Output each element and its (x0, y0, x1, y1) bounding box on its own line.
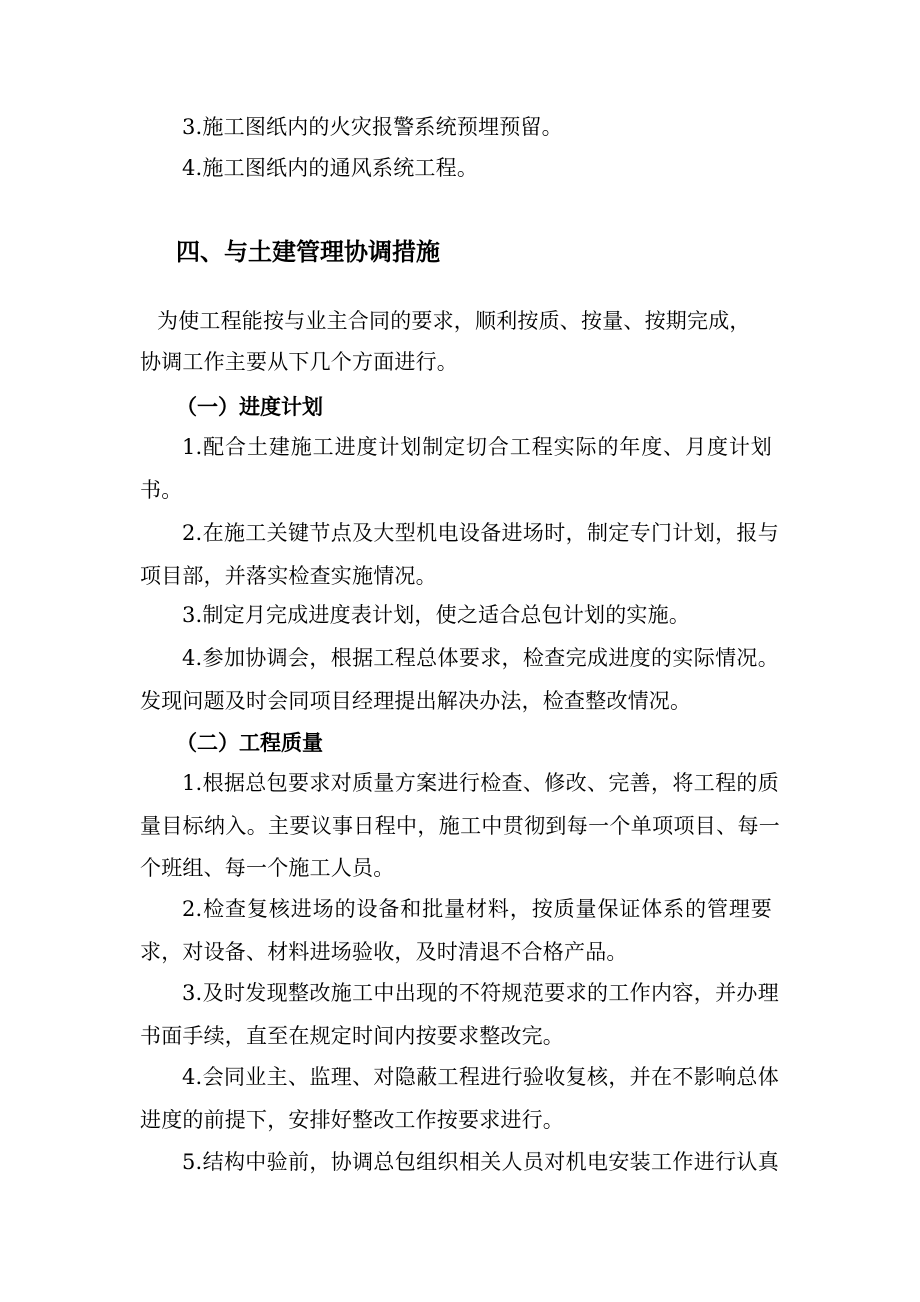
quality-item-1-line-3: 个班组、每一个施工人员。 (140, 856, 395, 880)
schedule-item-2-line-2: 项目部，并落实检查实施情况。 (140, 564, 437, 588)
list-item-fire-alarm: 3.施工图纸内的火灾报警系统预埋预留。 (182, 115, 563, 139)
quality-item-5-line-1: 5.结构中验前，协调总包组织相关人员对机电安装工作进行认真 (182, 1150, 779, 1174)
schedule-item-4-line-2: 发现问题及时会同项目经理提出解决办法，检查整改情况。 (140, 689, 692, 713)
intro-line-2: 协调工作主要从下几个方面进行。 (140, 350, 458, 374)
section-heading: 四、与土建管理协调措施 (176, 238, 440, 266)
list-item-ventilation: 4.施工图纸内的通风系统工程。 (182, 156, 479, 180)
schedule-item-2-line-1: 2.在施工关键节点及大型机电设备进场时，制定专门计划，报与 (182, 521, 779, 545)
schedule-item-1-line-2: 书。 (140, 478, 183, 502)
schedule-item-3: 3.制定月完成进度表计划，使之适合总包计划的实施。 (182, 603, 691, 627)
quality-item-2-line-2: 求，对设备、材料进场验收，及时清退不合格产品。 (140, 940, 628, 964)
subsection-title-quality: （二）工程质量 (176, 731, 323, 755)
schedule-item-4-line-1: 4.参加协调会，根据工程总体要求，检查完成进度的实际情况。 (182, 646, 779, 670)
quality-item-1-line-2: 量目标纳入。主要议事日程中，施工中贯彻到每一个单项项目、每一 (140, 814, 780, 838)
quality-item-4-line-1: 4.会同业主、监理、对隐蔽工程进行验收复核，并在不影响总体 (182, 1065, 779, 1089)
intro-line-1: 为使工程能按与业主合同的要求，顺利按质、按量、按期完成， (157, 309, 751, 333)
quality-item-3-line-2: 书面手续，直至在规定时间内按要求整改完。 (140, 1024, 564, 1048)
subsection-title-schedule: （一）进度计划 (176, 395, 323, 419)
quality-item-1-line-1: 1.根据总包要求对质量方案进行检查、修改、完善，将工程的质 (182, 771, 779, 795)
quality-item-2-line-1: 2.检查复核进场的设备和批量材料，按质量保证体系的管理要 (182, 897, 772, 921)
quality-item-3-line-1: 3.及时发现整改施工中出现的不符规范要求的工作内容，并办理 (182, 981, 779, 1005)
quality-item-4-line-2: 进度的前提下，安排好整改工作按要求进行。 (140, 1108, 564, 1132)
schedule-item-1-line-1: 1.配合土建施工进度计划制定切合工程实际的年度、月度计划 (182, 435, 772, 459)
